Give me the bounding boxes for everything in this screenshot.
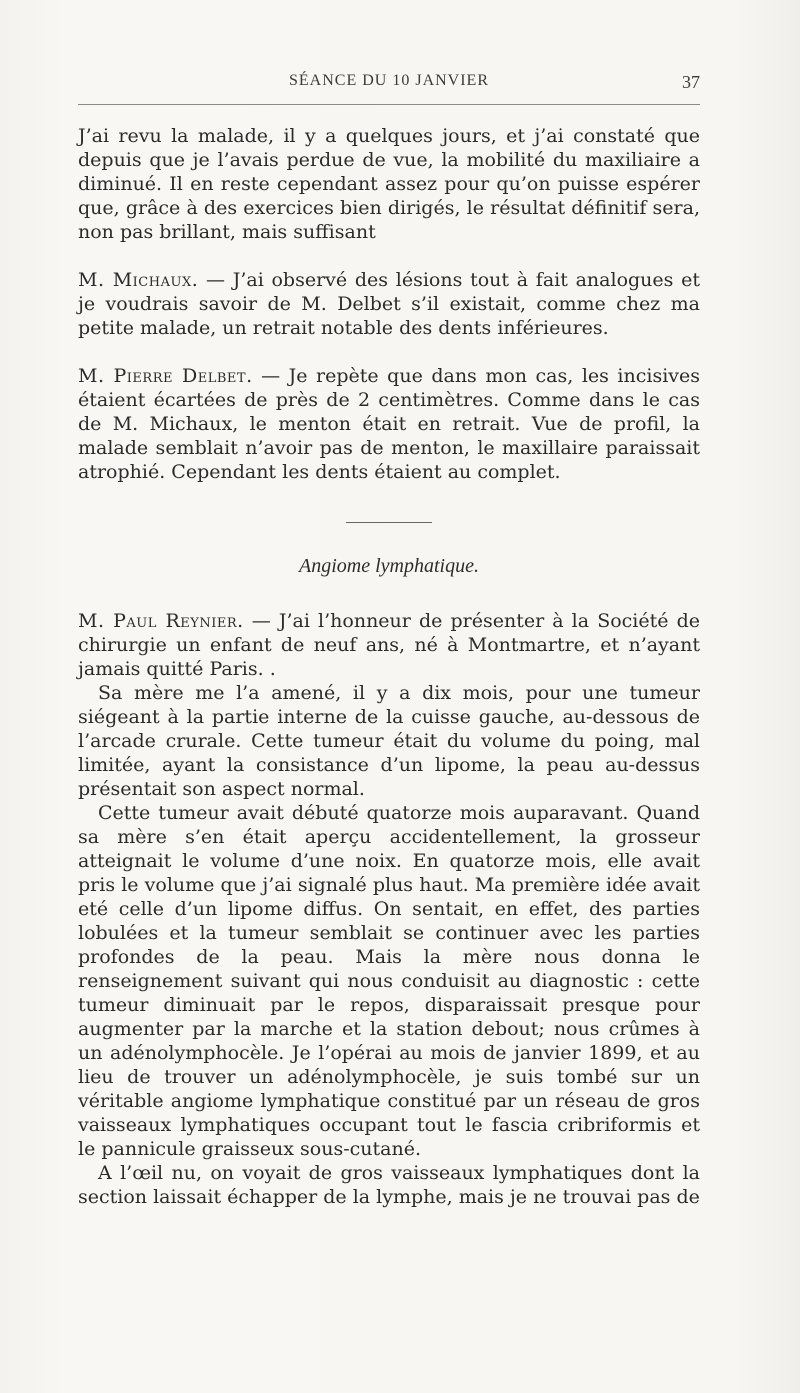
paragraph-3-text: — Je repète que dans mon cas, les incisives étaient écartées de près de 2 centimètres. Comme dans le cas de M. Michaux, le menton était en retrait. Vue de profil, la malade semblait n’avoir pas de menton, le maxillaire paraissait atrophié. Cependant les dents étaient au complet. bbox=[78, 365, 700, 483]
paragraph-6-text: Cette tumeur avait débuté quatorze mois auparavant. Quand sa mère s’en était aperçu accidentellement, la grosseur atteignait le volume d’une noix. En quatorze mois, elle avait pris le volume que j’ai signalé plus haut. Ma première idée avait eté celle d’un lipome diffus. On sentait, en effet, des parties lobulées et la tumeur semblait se continuer avec les parties profondes de la peau. Mais la mère nous donna le renseignement suivant qui nous conduisit au diagnostic : cette tumeur diminuait par le repos, disparaissait presque pour augmenter par la marche et la station debout; nous crûmes à un adénolymphocèle. Je l’opérai au mois de janvier 1899, et au lieu de trouver un adénolymphocèle, je suis tombé sur un véritable angiome lymphatique constitué par un réseau de gros vaisseaux lymphatiques occupant tout le fascia cribriformis et le pannicule graisseux sous-cutané. bbox=[78, 802, 700, 1160]
paragraph-4 bbox=[78, 609, 700, 681]
header-rule bbox=[78, 104, 700, 105]
speaker-pierre-delbet: M. Pierre Delbet. bbox=[78, 365, 253, 387]
paragraph-7-text: A l’œil nu, on voyait de gros vaisseaux lymphatiques dont la section laissait échapper de la lymphe, mais je ne trouvai pas de bbox=[78, 1162, 700, 1208]
paragraph-2 bbox=[78, 268, 700, 340]
speaker-michaux: M. Michaux. bbox=[78, 269, 199, 291]
paragraph-1 bbox=[78, 124, 700, 244]
paragraph-2-text: — J’ai observé des lésions tout à fait analogues et je voudrais savoir de M. Delbet s’il existait, comme chez ma petite malade, un retrait notable des dents inférieures. bbox=[78, 269, 701, 339]
running-title: SÉANCE DU 10 JANVIER bbox=[289, 72, 489, 89]
page-content bbox=[78, 124, 700, 1209]
section-title: Angiome lymphatique. bbox=[299, 555, 479, 577]
paragraph-3 bbox=[78, 364, 700, 484]
speaker-paul-reynier: M. Paul Reynier. bbox=[78, 610, 244, 632]
page-number: 37 bbox=[682, 72, 700, 92]
paragraph-4-text: — J’ai l’honneur de présenter à la Société de chirurgie un enfant de neuf ans, né à Montmartre, et n’ayant jamais quitté Paris. . bbox=[78, 610, 700, 680]
paragraph-6 bbox=[78, 801, 700, 1161]
paragraph-1-text: J’ai revu la malade, il y a quelques jours, et j’ai constaté que depuis que je l’avais perdue de vue, la mobilité du maxiliaire a diminué. Il en reste cependant assez pour qu’on puisse espérer que, grâce à des exercices bien dirigés, le résultat définitif sera, non pas brillant, mais suffisant bbox=[78, 125, 700, 243]
page-header bbox=[78, 72, 700, 96]
section-divider bbox=[346, 522, 432, 523]
paragraph-5 bbox=[78, 681, 700, 801]
paragraph-5-text: Sa mère me l’a amené, il y a dix mois, pour une tumeur siégeant à la partie interne de la cuisse gauche, au-dessous de l’arcade crurale. Cette tumeur était du volume du poing, mal limitée, ayant la consistance d’un lipome, la peau au-dessus présentait son aspect normal. bbox=[78, 682, 700, 800]
paragraph-7 bbox=[78, 1161, 700, 1209]
